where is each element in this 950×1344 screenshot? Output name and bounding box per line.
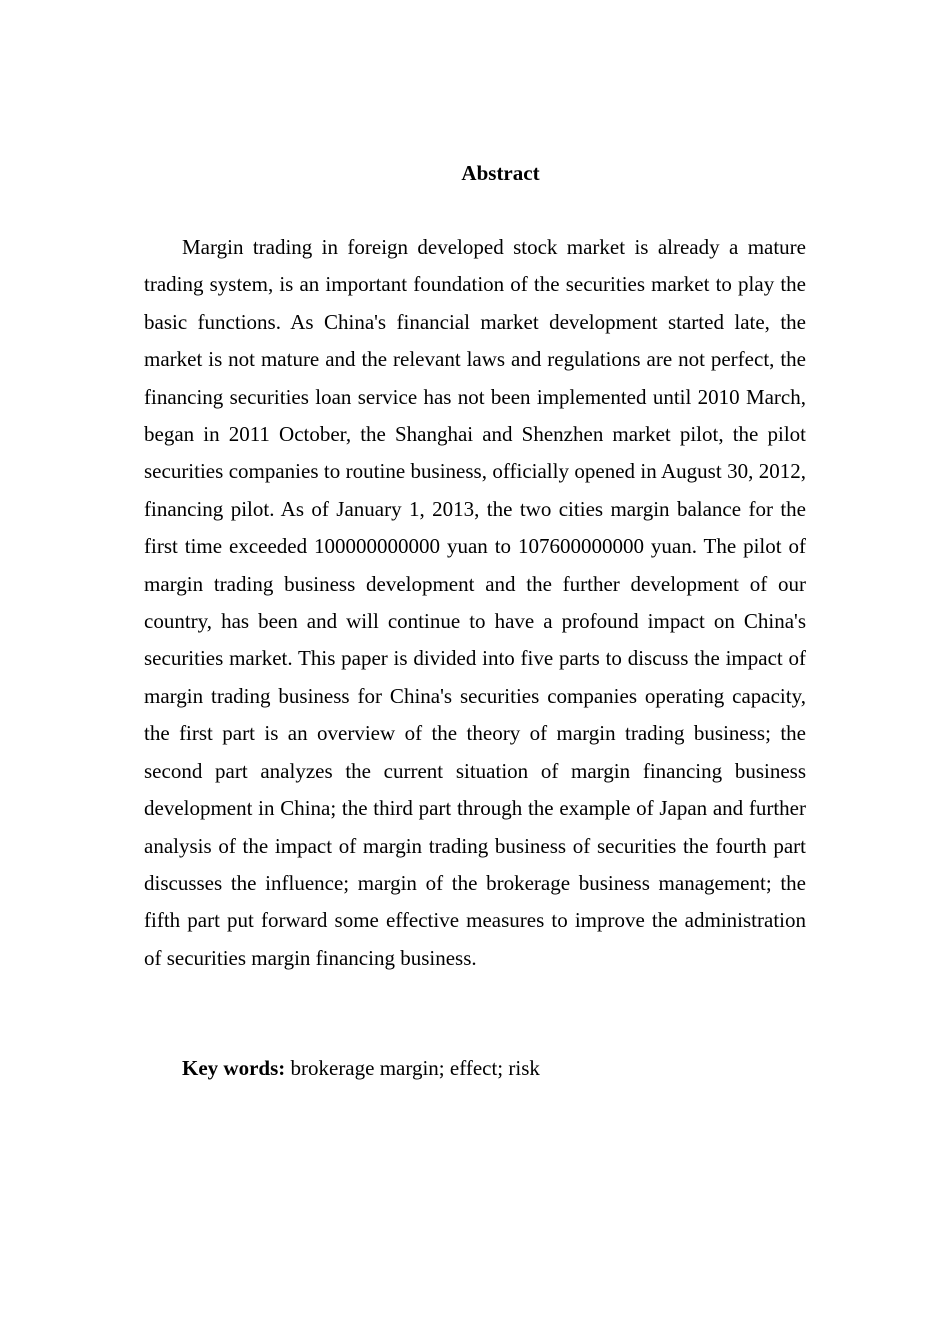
keywords-label: Key words: [182,1056,286,1080]
keywords-value: brokerage margin; effect; risk [285,1056,540,1080]
abstract-title: Abstract [461,161,540,185]
abstract-body: Margin trading in foreign developed stock market is already a mature trading system, is an important foundation of the securities market to play the basic functions. As China's financial market development started late, the market is not mature and the relevant laws and regulations are not perfect, the financing securities loan service has not been implemented until 2010 March, began in 2011 October, the Shanghai and Shenzhen market pilot, the pilot securities companies to routine business, officially opened in August 30, 2012, financing pilot. As of January 1, 2013, the two cities margin balance for the first time exceeded 100000000000 yuan to 107600000000 yuan. The pilot of margin trading business development and the further development of our country, has been and will continue to have a profound impact on China's securities market. This paper is divided into five parts to discuss the impact of margin trading business for China's securities companies operating capacity, the first part is an overview of the theory of margin trading business; the second part analyzes the current situation of margin financing business development in China; the third part through the example of Japan and further analysis of the impact of margin trading business of securities the fourth part discusses the influence; margin of the brokerage business management; the fifth part put forward some effective measures to improve the administration of securities margin financing business. [144,235,806,970]
keywords-line [182,1050,806,1087]
